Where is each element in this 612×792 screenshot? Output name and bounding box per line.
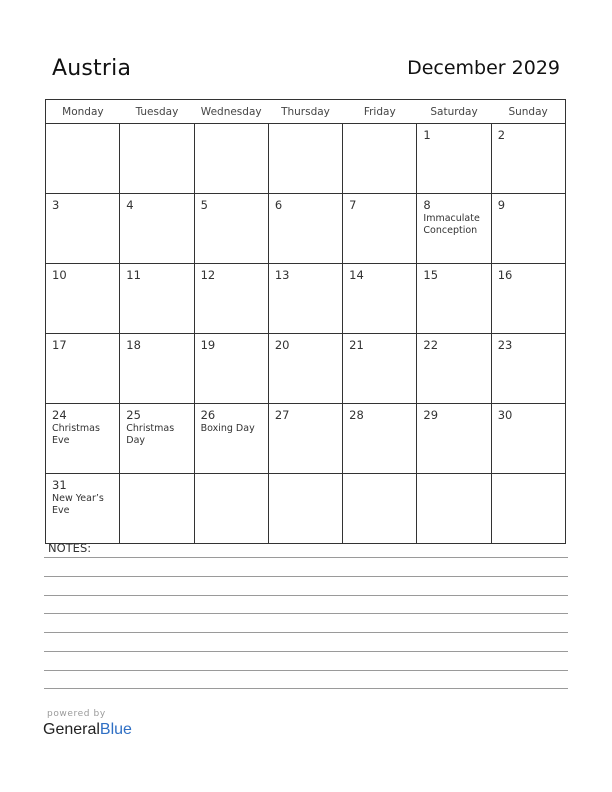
calendar-day-cell [491, 194, 565, 264]
calendar-day-cell [268, 334, 342, 404]
day-number: 24 [52, 408, 67, 422]
calendar-day-cell [268, 264, 342, 334]
calendar-day-cell [343, 264, 417, 334]
day-number: 20 [274, 338, 290, 352]
calendar-day-cell [343, 124, 417, 194]
day-number: 23 [497, 338, 513, 352]
day-number: 12 [200, 268, 216, 282]
calendar-week-row [46, 474, 566, 544]
calendar-week-row [46, 404, 566, 474]
calendar-day-cell [46, 334, 120, 404]
day-number: 27 [274, 408, 290, 422]
calendar-day-cell [194, 404, 268, 474]
calendar-day-cell [46, 404, 120, 474]
calendar-day-cell [491, 124, 565, 194]
calendar-day-cell [268, 194, 342, 264]
calendar-day-cell [491, 334, 565, 404]
day-number: 11 [126, 268, 141, 282]
calendar-day-cell [120, 194, 194, 264]
day-number: 21 [349, 338, 364, 352]
calendar-day-cell [417, 404, 491, 474]
calendar-day-cell [343, 194, 417, 264]
calendar-day-cell [194, 264, 268, 334]
notes-line [44, 670, 568, 671]
holiday-label: Christmas Day [126, 423, 175, 446]
calendar-day-cell [120, 124, 194, 194]
month-year-title: December 2029 [407, 57, 560, 79]
day-number: 15 [423, 268, 439, 282]
notes-label: NOTES: [48, 541, 92, 555]
holiday-label: Boxing Day [200, 423, 255, 434]
day-number: 5 [200, 198, 208, 212]
calendar-grid [45, 99, 566, 544]
weekday-thursday: Thursday [268, 100, 342, 124]
notes-line [44, 651, 568, 652]
generalblue-logo [43, 721, 132, 739]
calendar-day-cell [46, 474, 120, 544]
notes-line [44, 557, 568, 558]
day-number: 25 [126, 408, 141, 422]
weekday-monday: Monday [46, 100, 120, 124]
day-number: 8 [423, 198, 431, 212]
calendar-day-cell [417, 334, 491, 404]
day-number: 4 [126, 198, 134, 212]
day-number: 31 [52, 478, 67, 492]
calendar-day-cell [417, 264, 491, 334]
day-number: 13 [274, 268, 290, 282]
day-number: 10 [52, 268, 67, 282]
calendar-day-cell [46, 264, 120, 334]
day-number: 28 [349, 408, 364, 422]
notes-line [44, 595, 568, 596]
calendar-week-row [46, 124, 566, 194]
day-number: 2 [497, 128, 506, 142]
calendar-day-cell [46, 124, 120, 194]
calendar-day-cell [120, 334, 194, 404]
calendar-day-cell [491, 474, 565, 544]
calendar-week-row [46, 264, 566, 334]
calendar-day-cell [194, 474, 268, 544]
calendar-day-cell [417, 194, 491, 264]
day-number: 3 [52, 198, 60, 212]
weekday-sunday: Sunday [491, 100, 565, 124]
calendar-day-cell [343, 334, 417, 404]
calendar-body [46, 124, 566, 544]
day-number: 29 [423, 408, 439, 422]
calendar-day-cell [120, 264, 194, 334]
weekday-tuesday: Tuesday [120, 100, 194, 124]
notes-line [44, 632, 568, 633]
weekday-wednesday: Wednesday [194, 100, 268, 124]
holiday-label: New Year’s Eve [52, 493, 104, 516]
country-title: Austria [52, 56, 132, 81]
calendar-day-cell [417, 474, 491, 544]
day-number: 26 [200, 408, 216, 422]
day-number: 9 [497, 198, 506, 212]
calendar-day-cell [194, 194, 268, 264]
calendar-day-cell [268, 404, 342, 474]
notes-line [44, 613, 568, 614]
calendar-day-cell [120, 474, 194, 544]
brand-general: General [43, 721, 100, 738]
holiday-label: Immaculate Conception [423, 213, 480, 236]
calendar-day-cell [268, 124, 342, 194]
calendar-week-row [46, 194, 566, 264]
day-number: 6 [274, 198, 283, 212]
day-number: 1 [423, 128, 431, 142]
calendar-week-row [46, 334, 566, 404]
day-number: 19 [200, 338, 216, 352]
weekday-friday: Friday [343, 100, 417, 124]
calendar-day-cell [417, 124, 491, 194]
day-number: 14 [349, 268, 364, 282]
calendar-day-cell [194, 124, 268, 194]
calendar-day-cell [46, 194, 120, 264]
calendar-day-cell [491, 264, 565, 334]
day-number: 17 [52, 338, 67, 352]
holiday-label: Christmas Eve [52, 423, 100, 446]
day-number: 18 [126, 338, 141, 352]
weekday-saturday: Saturday [417, 100, 491, 124]
calendar-day-cell [343, 404, 417, 474]
calendar-day-cell [268, 474, 342, 544]
weekday-header-row [46, 100, 566, 124]
day-number: 7 [349, 198, 357, 212]
notes-line [44, 688, 568, 689]
powered-by-text: powered by [47, 709, 106, 719]
brand-blue: Blue [99, 721, 132, 738]
calendar-day-cell [343, 474, 417, 544]
day-number: 22 [423, 338, 439, 352]
calendar-day-cell [194, 334, 268, 404]
calendar-day-cell [120, 404, 194, 474]
notes-line [44, 576, 568, 577]
day-number: 30 [497, 408, 513, 422]
calendar-day-cell [491, 404, 565, 474]
day-number: 16 [497, 268, 513, 282]
